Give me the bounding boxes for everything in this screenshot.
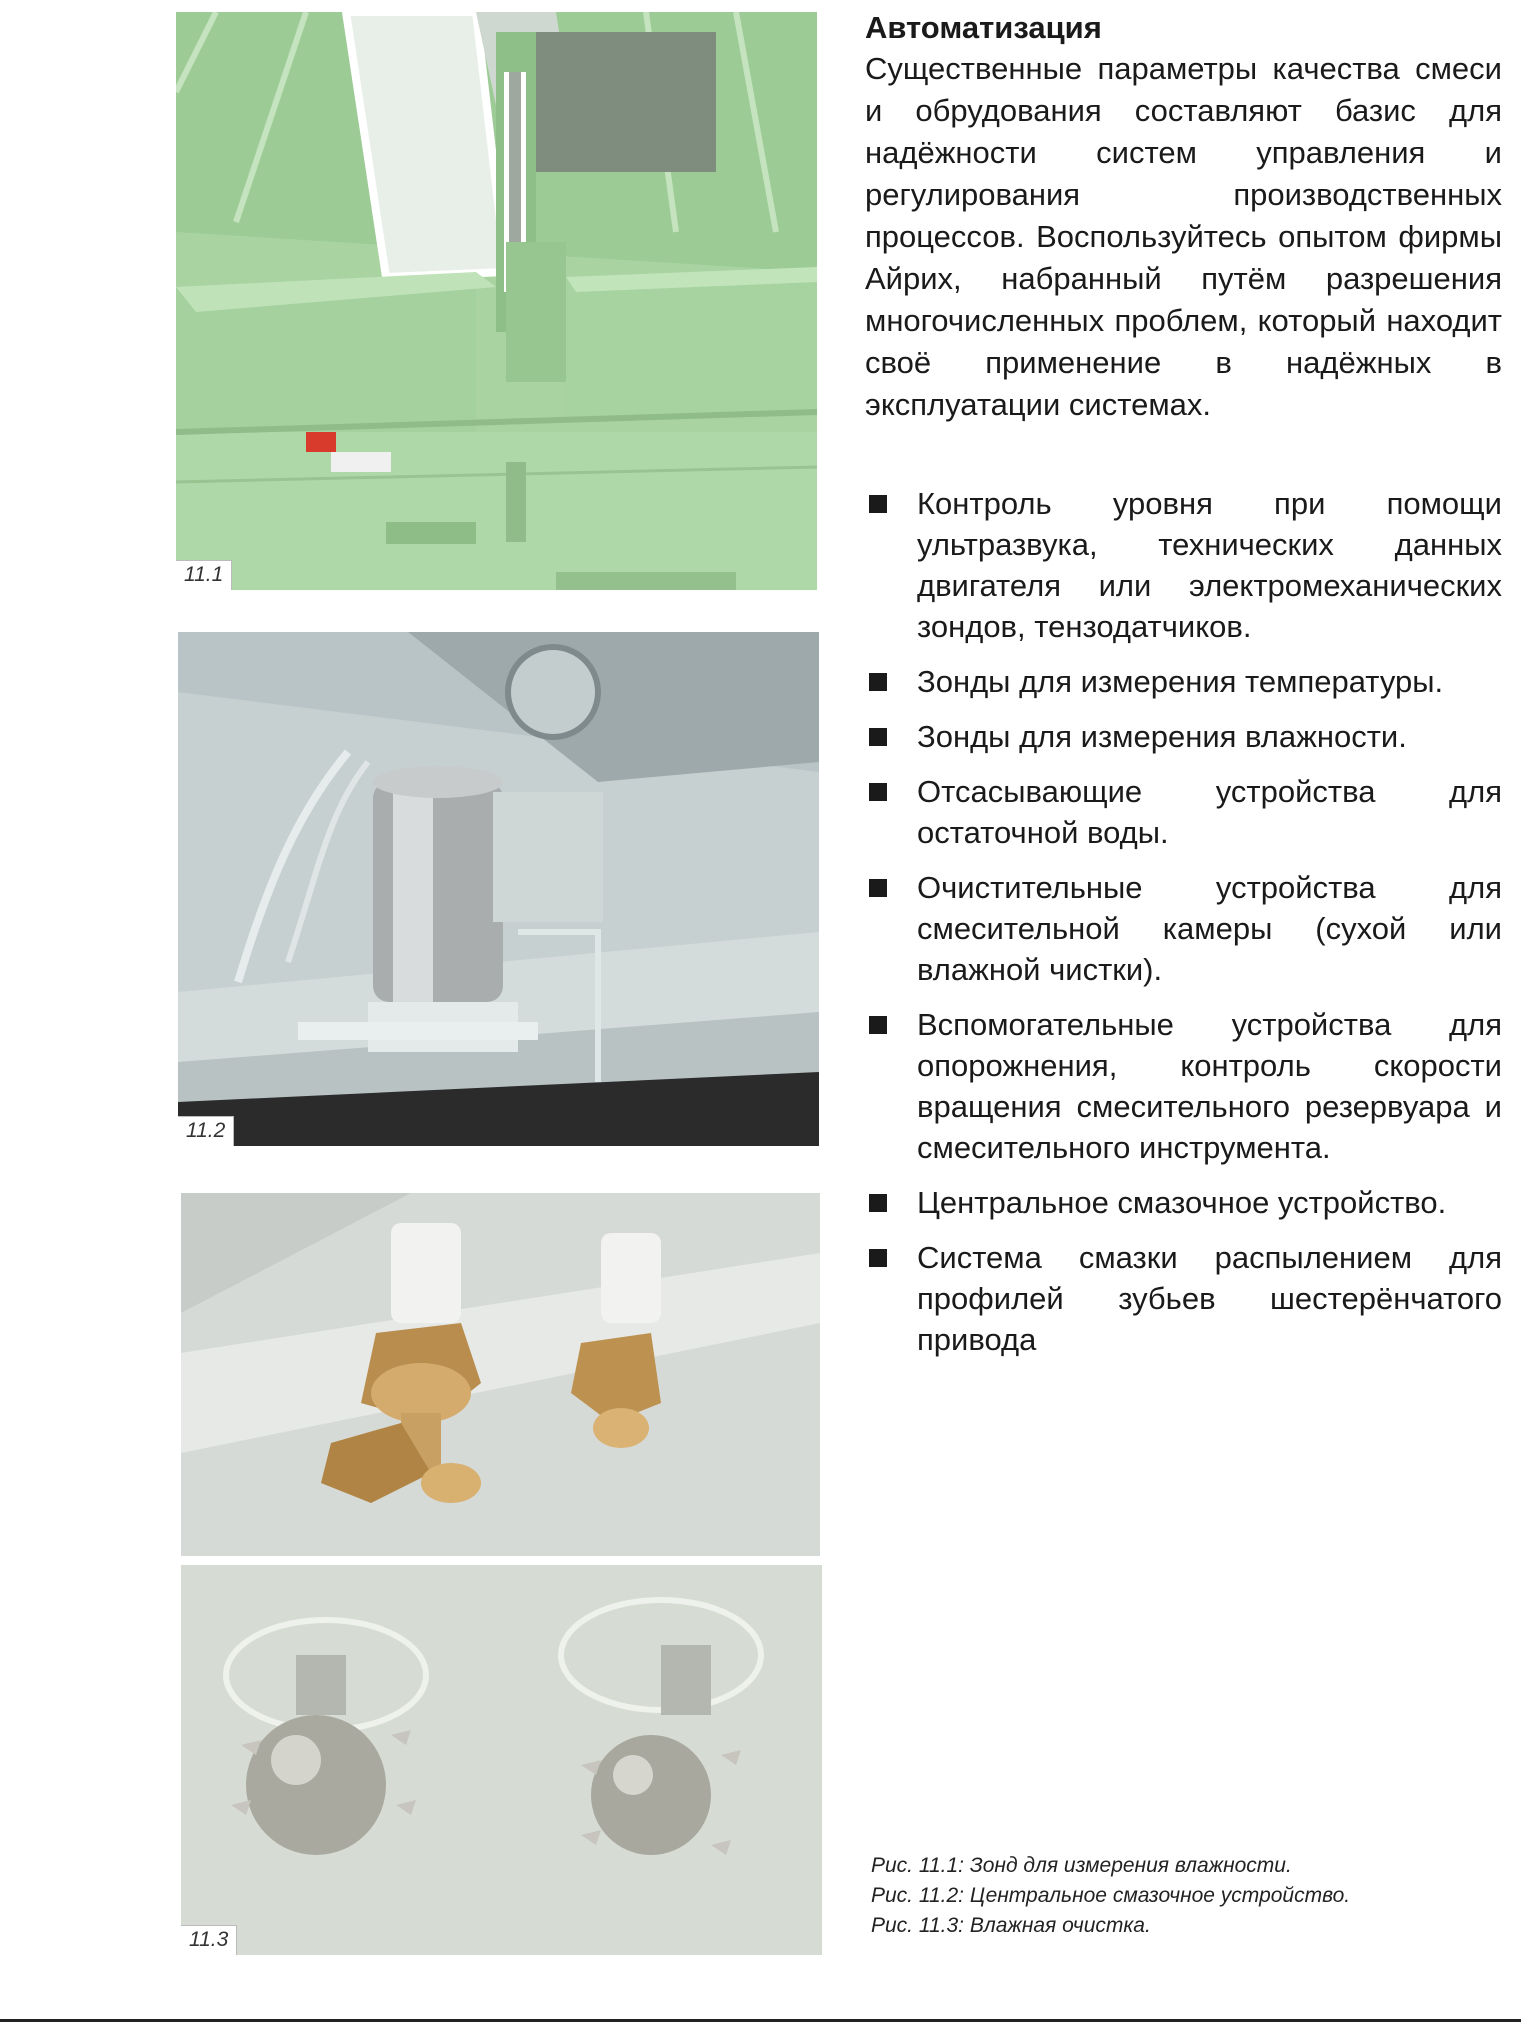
list-item: Контроль уровня при помощи ультразвука, технических данных двигателя или электромеханических зондов, тензодатчиков. bbox=[865, 483, 1502, 647]
caption-11-1: Рис. 11.1: Зонд для измерения влажности. bbox=[871, 1854, 1292, 1877]
list-item: Отсасывающие устройства для остаточной воды. bbox=[865, 771, 1502, 853]
photo-label-11-1: 11.1 bbox=[176, 560, 232, 590]
square-bullet-icon bbox=[869, 1194, 887, 1212]
square-bullet-icon bbox=[869, 879, 887, 897]
wet-cleaning-nozzles-photo bbox=[181, 1565, 822, 1955]
mixer-level-probe-photo bbox=[176, 12, 817, 590]
square-bullet-icon bbox=[869, 673, 887, 691]
section-heading: Автоматизация bbox=[865, 10, 1102, 45]
list-item: Очистительные устройства для смесительной камеры (сухой или влажной чистки). bbox=[865, 867, 1502, 990]
square-bullet-icon bbox=[869, 495, 887, 513]
square-bullet-icon bbox=[869, 1249, 887, 1267]
list-item: Центральное смазочное устройство. bbox=[865, 1182, 1502, 1223]
central-lubrication-photo bbox=[178, 632, 819, 1146]
caption-11-2: Рис. 11.2: Центральное смазочное устройство. bbox=[871, 1884, 1351, 1907]
intro-paragraph: Существенные параметры качества смеси и обрудования составляют базис для надёжности систем управления и регулирования производственных процессов. Воспользуйтесь опытом фирмы Айрих, набранный путём разрешения многочисленных проблем, который находит своё применение в надёжных в эксплуатации системах. bbox=[865, 51, 1502, 422]
square-bullet-icon bbox=[869, 1016, 887, 1034]
caption-11-3: Рис. 11.3: Влажная очистка. bbox=[871, 1914, 1151, 1937]
list-item: Зонды для измерения влажности. bbox=[865, 716, 1502, 757]
photo-11-3 bbox=[181, 1565, 822, 1955]
feature-list bbox=[865, 483, 1502, 1374]
photo-11-2 bbox=[178, 632, 819, 1146]
list-item: Зонды для измерения температуры. bbox=[865, 661, 1502, 702]
list-item: Вспомогательные устройства для опорожнения, контроль скорости вращения смесительного резервуара и смесительного инструмента. bbox=[865, 1004, 1502, 1168]
list-item: Система смазки распылением для профилей зубьев шестерёнчатого привода bbox=[865, 1237, 1502, 1360]
photo-label-11-3: 11.3 bbox=[181, 1925, 237, 1955]
page-bottom-rule bbox=[0, 2019, 1521, 2022]
article-text bbox=[865, 8, 1502, 1357]
square-bullet-icon bbox=[869, 728, 887, 746]
figure-captions bbox=[871, 1851, 1511, 1941]
photo-11-1 bbox=[176, 12, 817, 590]
spray-lubrication-nozzles-photo bbox=[181, 1193, 820, 1556]
photo-spray-nozzles bbox=[181, 1193, 820, 1556]
square-bullet-icon bbox=[869, 783, 887, 801]
photo-label-11-2: 11.2 bbox=[178, 1116, 234, 1146]
